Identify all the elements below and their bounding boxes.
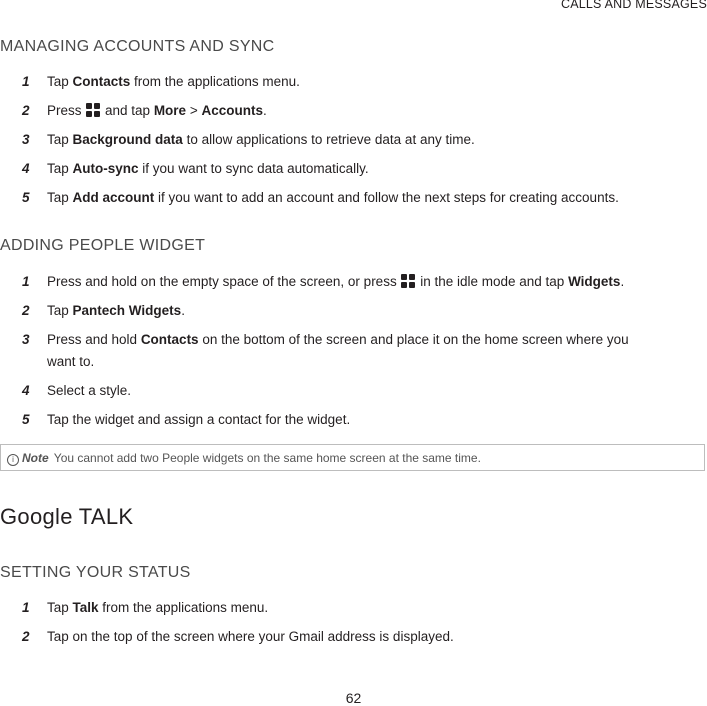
- page-number: 62: [345, 690, 362, 706]
- step-text: Press and hold on the empty space of the screen, or press in the idle mode and tap Widgets.: [47, 274, 625, 289]
- step-number: 2: [22, 629, 30, 644]
- section-title-status: SETTING YOUR STATUS: [0, 564, 191, 581]
- step-number: 1: [22, 274, 30, 289]
- step-number: 3: [22, 332, 30, 347]
- step-number: 1: [22, 74, 30, 89]
- step-number: 2: [22, 103, 30, 118]
- note-text: You cannot add two People widgets on the same home screen at the same time.: [50, 451, 481, 465]
- chapter-title: Google TALK: [0, 504, 134, 529]
- step-number: 4: [22, 161, 30, 176]
- step-number: 2: [22, 303, 30, 318]
- note-label: Note: [22, 451, 49, 465]
- step-text: Press and hold Contacts on the bottom of the screen and place it on the home screen where you want to.: [47, 332, 629, 369]
- step-text: Tap Talk from the applications menu.: [47, 600, 269, 615]
- step-text: Tap Contacts from the applications menu.: [47, 74, 300, 89]
- step-text: Tap Pantech Widgets.: [47, 303, 185, 318]
- menu-key-icon: [86, 103, 100, 117]
- section-title-accounts-sync: MANAGING ACCOUNTS AND SYNC: [0, 38, 275, 55]
- step-number: 5: [22, 412, 30, 427]
- note-box: [0, 444, 705, 471]
- step-text: Tap Auto-sync if you want to sync data automatically.: [47, 161, 369, 176]
- step-number: 3: [22, 132, 30, 147]
- info-icon: i: [7, 454, 19, 466]
- step-text: Press and tap More > Accounts.: [47, 103, 267, 118]
- step-text: Tap on the top of the screen where your Gmail address is displayed.: [47, 629, 454, 644]
- step-text: Tap Background data to allow applications to retrieve data at any time.: [47, 132, 475, 147]
- menu-key-icon: [401, 274, 415, 288]
- running-header: CALLS AND MESSAGES: [560, 0, 707, 11]
- step-number: 5: [22, 190, 30, 205]
- step-text: Select a style.: [47, 383, 132, 398]
- section-title-people-widget: ADDING PEOPLE WIDGET: [0, 237, 206, 254]
- step-text: Tap Add account if you want to add an account and follow the next steps for creating accounts.: [47, 190, 619, 205]
- step-text: Tap the widget and assign a contact for the widget.: [47, 412, 351, 427]
- step-number: 1: [22, 600, 30, 615]
- step-number: 4: [22, 383, 30, 398]
